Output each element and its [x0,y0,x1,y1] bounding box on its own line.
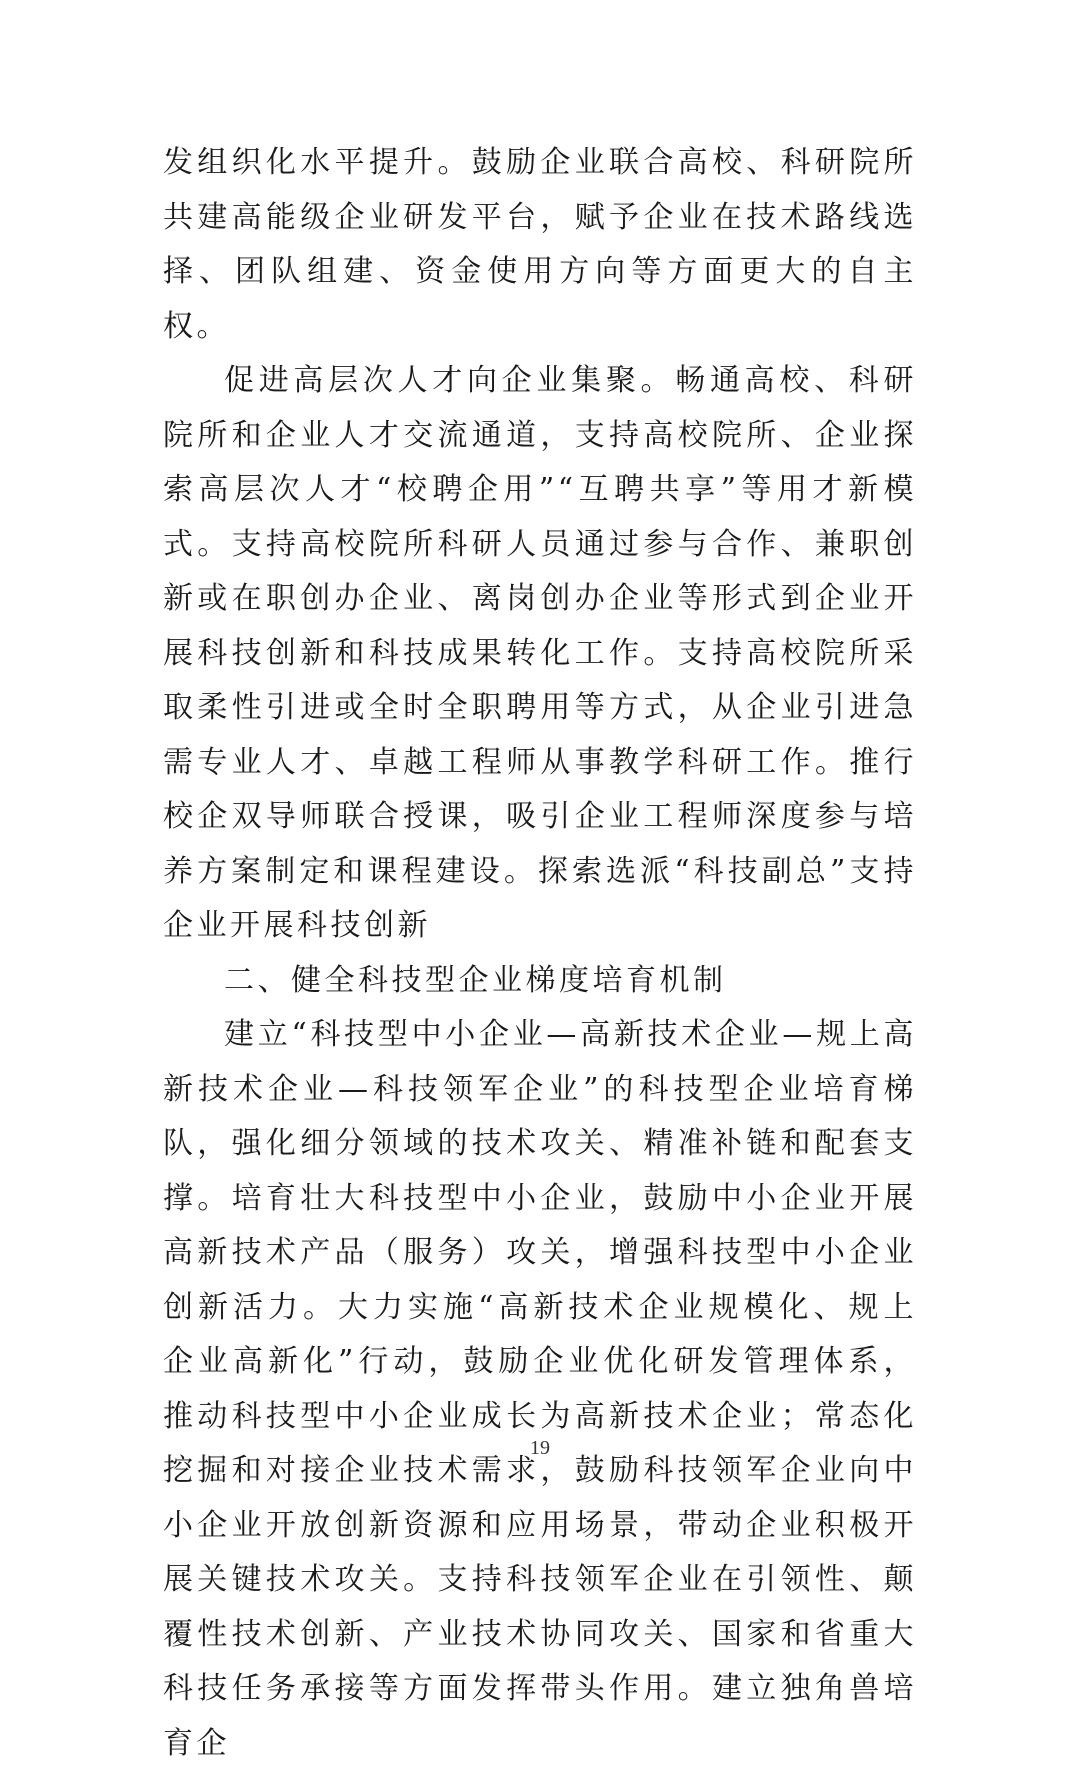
paragraph-rd-platform: 发组织化水平提升。鼓励企业联合高校、科研院所共建高能级企业研发平台，赋予企业在技术路线选择、团队组建、资金使用方向等方面更大的自主权。 [163,145,917,344]
paragraph-talent: 促进高层次人才向企业集聚。畅通高校、科研院所和企业人才交流通道，支持高校院所、企业探索高层次人才“校聘企用”“互聘共享”等用才新模式。支持高校院所科研人员通过参与合作、兼职创新或在职创办企业、离岗创办企业等形式到企业开展科技创新和科技成果转化工作。支持高校院所采取柔性引进或全时全职聘用等方式，从企业引进急需专业人才、卓越工程师从事教学科研工作。推行校企双导师联合授课，吸引企业工程师深度参与培养方案制定和课程建设。探索选派“科技副总”支持企业开展科技创新 [163,363,917,943]
body-text [163,136,917,1771]
section-heading: 二、健全科技型企业梯度培育机制 [224,962,727,998]
page-number: 19 [530,1437,550,1459]
paragraph-cultivation: 建立“科技型中小企业—高新技术企业—规上高新技术企业—科技领军企业”的科技型企业培育梯队，强化细分领域的技术攻关、精准补链和配套支撑。培育壮大科技型中小企业，鼓励中小企业开展高新技术产品（服务）攻关，增强科技型中小企业创新活力。大力实施“高新技术企业规模化、规上企业高新化”行动，鼓励企业优化研发管理体系，推动科技型中小企业成长为高新技术企业；常态化挖掘和对接企业技术需求，鼓励科技领军企业向中小企业开放创新资源和应用场景，带动企业积极开展关键技术攻关。支持科技领军企业在引领性、颠覆性技术创新、产业技术协同攻关、国家和省重大科技任务承接等方面发挥带头作用。建立独角兽培育企 [163,1017,917,1761]
